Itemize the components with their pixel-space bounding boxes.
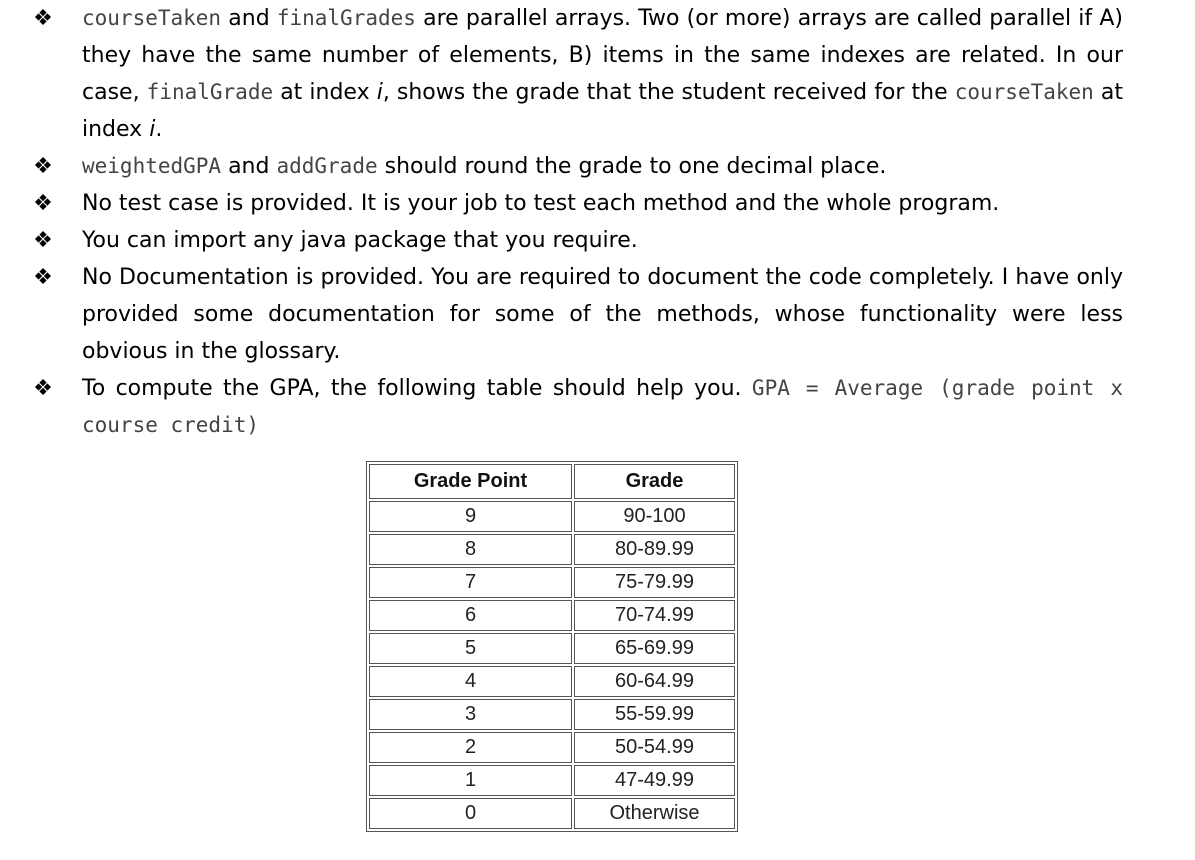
grade-point-cell: 4	[369, 666, 572, 697]
grade-point-cell: 3	[369, 699, 572, 730]
code-final-grade: finalGrade	[146, 80, 274, 104]
grade-point-cell: 0	[369, 798, 572, 829]
four-diamond-bullet-icon: ❖	[33, 228, 53, 253]
grade-point-cell: 9	[369, 501, 572, 532]
four-diamond-bullet-icon: ❖	[33, 265, 53, 290]
grade-range-cell: 80-89.99	[574, 534, 735, 565]
grade-point-table	[366, 461, 738, 832]
grade-range-cell: Otherwise	[574, 798, 735, 829]
table-row	[369, 534, 735, 565]
grade-range-cell: 50-54.99	[574, 732, 735, 763]
code-weighted-gpa: weightedGPA	[82, 154, 222, 178]
code-final-grades: finalGrades	[276, 6, 416, 30]
list-item-rounding: ❖ weightedGPA and addGrade should round the grade to one decimal place.	[0, 148, 1123, 185]
code-course-taken: courseTaken	[82, 6, 222, 30]
list-item-parallel-arrays: ❖ courseTaken and finalGrades are parallel arrays. Two (or more) arrays are called parallel if A) they have the same number of elements, B) items in the same indexes are related. In our case, finalGrade at index i, shows the grade that the student received for the courseTaken at index i.	[0, 0, 1123, 148]
table-row	[369, 600, 735, 631]
list-item-import: ❖ You can import any java package that you require.	[0, 222, 1123, 259]
list-item-documentation: ❖ No Documentation is provided. You are required to document the code completely. I have only provided some documentation for some of the methods, whose functionality were less obvious in the glossary.	[0, 259, 1123, 370]
four-diamond-bullet-icon: ❖	[33, 191, 53, 216]
grade-range-cell: 65-69.99	[574, 633, 735, 664]
code-course-taken-2: courseTaken	[954, 80, 1094, 104]
grade-point-cell: 6	[369, 600, 572, 631]
table-row	[369, 732, 735, 763]
grade-point-cell: 7	[369, 567, 572, 598]
table-row	[369, 798, 735, 829]
grade-range-cell: 75-79.99	[574, 567, 735, 598]
four-diamond-bullet-icon: ❖	[33, 154, 53, 179]
grade-range-cell: 47-49.99	[574, 765, 735, 796]
grade-point-cell: 1	[369, 765, 572, 796]
grade-range-cell: 55-59.99	[574, 699, 735, 730]
four-diamond-bullet-icon: ❖	[33, 6, 53, 31]
four-diamond-bullet-icon: ❖	[33, 376, 53, 401]
table-row	[369, 666, 735, 697]
grade-point-cell: 8	[369, 534, 572, 565]
grade-range-cell: 60-64.99	[574, 666, 735, 697]
header-grade: Grade	[574, 464, 735, 499]
table-row	[369, 567, 735, 598]
grade-range-cell: 90-100	[574, 501, 735, 532]
table-row	[369, 699, 735, 730]
list-item-test-case: ❖ No test case is provided. It is your job to test each method and the whole program.	[0, 185, 1123, 222]
code-gpa-formula: GPA = Average (grade point x course credit)	[82, 376, 1123, 437]
header-grade-point: Grade Point	[369, 464, 572, 499]
grade-range-cell: 70-74.99	[574, 600, 735, 631]
grade-point-cell: 2	[369, 732, 572, 763]
table-row	[369, 765, 735, 796]
table-header-row	[369, 464, 735, 499]
table-row	[369, 501, 735, 532]
grade-point-cell: 5	[369, 633, 572, 664]
grade-table-container	[366, 461, 738, 832]
list-item-gpa-formula: ❖ To compute the GPA, the following table should help you. GPA = Average (grade point x course credit)	[0, 370, 1123, 444]
table-row	[369, 633, 735, 664]
code-add-grade: addGrade	[276, 154, 378, 178]
